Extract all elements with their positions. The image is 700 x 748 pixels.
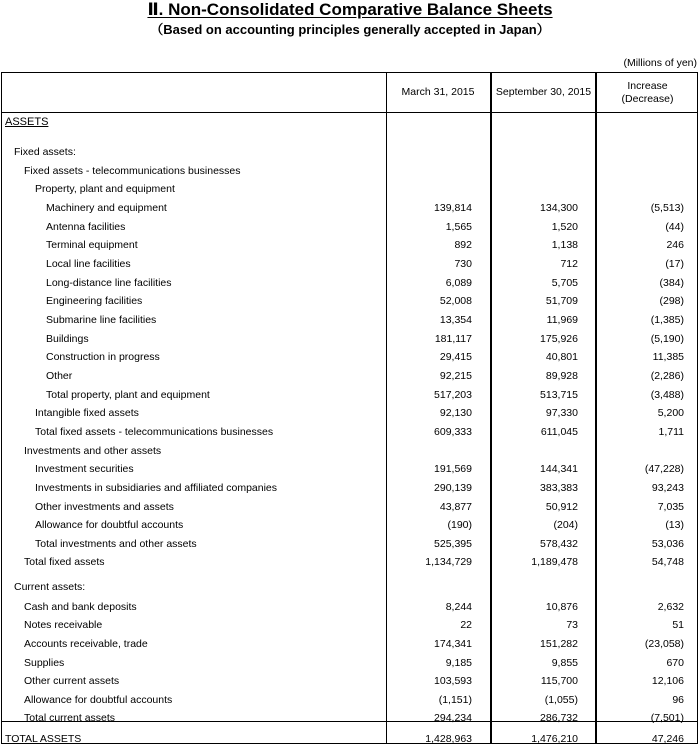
value-increase-decrease: 246 [666,239,684,251]
value-september-2015: 611,045 [540,426,578,438]
table-row [2,616,697,634]
column-header-september-2015: September 30, 2015 [495,86,592,98]
value-increase-decrease: 47,246 [651,733,684,745]
value-march-2015: 517,203 [434,389,472,401]
table-row [2,162,697,180]
table-row [2,460,697,478]
value-september-2015: 383,383 [540,482,578,494]
row-label: Total current assets [24,712,116,724]
value-march-2015: 1,428,963 [425,733,472,745]
value-september-2015: 97,330 [545,407,578,419]
value-september-2015: 115,700 [540,675,578,687]
page-subtitle: （Based on accounting principles generally accepted in Japan） [150,22,550,37]
value-increase-decrease: 1,711 [658,426,684,438]
table-row [2,730,697,748]
value-september-2015: 50,912 [545,501,578,513]
value-march-2015: 43,877 [439,501,472,513]
row-label: Total investments and other assets [35,538,197,550]
value-september-2015: 175,926 [540,333,578,345]
value-increase-decrease: (23,058) [644,638,684,650]
row-label: Cash and bank deposits [24,601,137,613]
value-march-2015: 92,130 [439,407,472,419]
row-label: Investments and other assets [24,445,162,457]
table-row [2,654,697,672]
table-row [2,367,697,385]
value-september-2015: 151,282 [540,638,578,650]
value-september-2015: (204) [553,519,578,531]
value-september-2015: 1,138 [551,239,578,251]
value-march-2015: 730 [454,258,472,270]
table-row [2,255,697,273]
value-march-2015: 9,185 [445,657,472,669]
table-row [2,578,697,596]
value-increase-decrease: (7,501) [650,712,684,724]
table-row [2,598,697,616]
value-september-2015: 1,476,210 [531,733,578,745]
row-label: Other current assets [24,675,120,687]
value-september-2015: 578,432 [540,538,578,550]
value-march-2015: 294,234 [434,712,472,724]
balance-sheet-table [1,72,698,744]
value-increase-decrease: 5,200 [657,407,684,419]
table-row [2,180,697,198]
table-row [2,535,697,553]
table-row [2,143,697,161]
value-september-2015: 513,715 [540,389,578,401]
value-march-2015: 892 [454,239,472,251]
row-label: Intangible fixed assets [35,407,139,419]
value-march-2015: (1,151) [438,694,472,706]
row-label: Investment securities [35,463,134,475]
value-september-2015: 1,520 [551,221,578,233]
column-header-march-2015: March 31, 2015 [401,86,475,98]
value-increase-decrease: 670 [666,657,684,669]
value-increase-decrease: (3,488) [650,389,684,401]
row-label: Local line facilities [46,258,131,270]
row-label: Engineering facilities [46,295,143,307]
value-march-2015: (190) [447,519,472,531]
value-september-2015: (1,055) [544,694,578,706]
table-row [2,479,697,497]
value-september-2015: 11,969 [546,314,578,326]
value-increase-decrease: (2,286) [650,370,684,382]
value-march-2015: 22 [460,619,472,631]
value-march-2015: 174,341 [434,638,472,650]
value-march-2015: 525,395 [434,538,472,550]
row-label: TOTAL ASSETS [5,733,82,745]
value-september-2015: 712 [560,258,578,270]
table-row [2,404,697,422]
row-label: Allowance for doubtful accounts [35,519,184,531]
value-increase-decrease: (47,228) [644,463,684,475]
table-row [2,423,697,441]
row-label: Construction in progress [46,351,160,363]
table-row [2,516,697,534]
value-increase-decrease: (1,385) [650,314,684,326]
table-row [2,691,697,709]
column-header-increase-decrease: Increase (Decrease) [621,79,674,105]
value-increase-decrease: (17) [665,258,684,270]
table-row [2,709,697,727]
table-row [2,292,697,310]
value-march-2015: 1,134,729 [425,556,472,568]
value-september-2015: 40,801 [545,351,578,363]
row-label: Other investments and assets [35,501,174,513]
value-september-2015: 9,855 [551,657,578,669]
page-title: Ⅱ. Non-Consolidated Comparative Balance Sheets [147,0,553,19]
value-september-2015: 51,709 [545,295,578,307]
table-row [2,348,697,366]
row-label: Accounts receivable, trade [24,638,148,650]
value-september-2015: 73 [566,619,578,631]
table-row [2,672,697,690]
row-label: Total fixed assets [24,556,105,568]
value-increase-decrease: 12,106 [651,675,684,687]
row-label: Fixed assets - telecommunications businesses [24,165,241,177]
row-label: Terminal equipment [46,239,138,251]
value-increase-decrease: 53,036 [651,538,684,550]
value-march-2015: 92,215 [439,370,472,382]
value-september-2015: 286,732 [540,712,578,724]
header-divider [2,112,697,113]
section-label-assets: ASSETS [5,116,49,128]
units-note: (Millions of yen) [623,57,697,69]
value-march-2015: 52,008 [439,295,472,307]
table-row [2,386,697,404]
value-increase-decrease: 7,035 [657,501,684,513]
value-september-2015: 144,341 [540,463,578,475]
value-march-2015: 8,244 [445,601,472,613]
value-increase-decrease: (5,513) [650,202,684,214]
value-increase-decrease: (298) [659,295,684,307]
value-march-2015: 1,565 [445,221,472,233]
value-march-2015: 609,333 [434,426,472,438]
row-label: Fixed assets: [14,146,76,158]
value-increase-decrease: (5,190) [650,333,684,345]
table-row [2,199,697,217]
table-row [2,635,697,653]
table-row [2,218,697,236]
row-label: Investments in subsidiaries and affiliated companies [35,482,278,494]
table-row [2,274,697,292]
value-september-2015: 10,876 [545,601,578,613]
value-increase-decrease: (384) [659,277,684,289]
row-label: Other [46,370,73,382]
value-september-2015: 1,189,478 [531,556,578,568]
value-september-2015: 134,300 [540,202,578,214]
value-increase-decrease: 11,385 [652,351,684,363]
value-march-2015: 181,117 [434,333,472,345]
value-increase-decrease: (44) [665,221,684,233]
row-label: Long-distance line facilities [46,277,172,289]
table-row [2,553,697,571]
row-label: Total property, plant and equipment [46,389,210,401]
value-march-2015: 290,139 [434,482,472,494]
row-label: Machinery and equipment [46,202,167,214]
value-march-2015: 139,814 [434,202,472,214]
value-increase-decrease: 96 [672,694,684,706]
value-september-2015: 89,928 [545,370,578,382]
table-row [2,498,697,516]
value-increase-decrease: 93,243 [651,482,684,494]
table-row [2,311,697,329]
row-label: Submarine line facilities [46,314,157,326]
value-increase-decrease: (13) [665,519,684,531]
row-label: Buildings [46,333,89,345]
value-increase-decrease: 51 [672,619,684,631]
row-label: Antenna facilities [46,221,126,233]
value-march-2015: 13,354 [439,314,472,326]
value-september-2015: 5,705 [551,277,578,289]
row-label: Notes receivable [24,619,103,631]
value-march-2015: 191,569 [434,463,472,475]
value-march-2015: 103,593 [434,675,472,687]
table-row [2,236,697,254]
row-label: Property, plant and equipment [35,183,175,195]
value-march-2015: 29,415 [439,351,472,363]
table-row [2,442,697,460]
value-march-2015: 6,089 [445,277,472,289]
row-label: Current assets: [14,581,86,593]
table-row [2,330,697,348]
row-label: Allowance for doubtful accounts [24,694,173,706]
value-increase-decrease: 54,748 [651,556,684,568]
row-label: Total fixed assets - telecommunications businesses [35,426,274,438]
value-increase-decrease: 2,632 [657,601,684,613]
row-label: Supplies [24,657,65,669]
